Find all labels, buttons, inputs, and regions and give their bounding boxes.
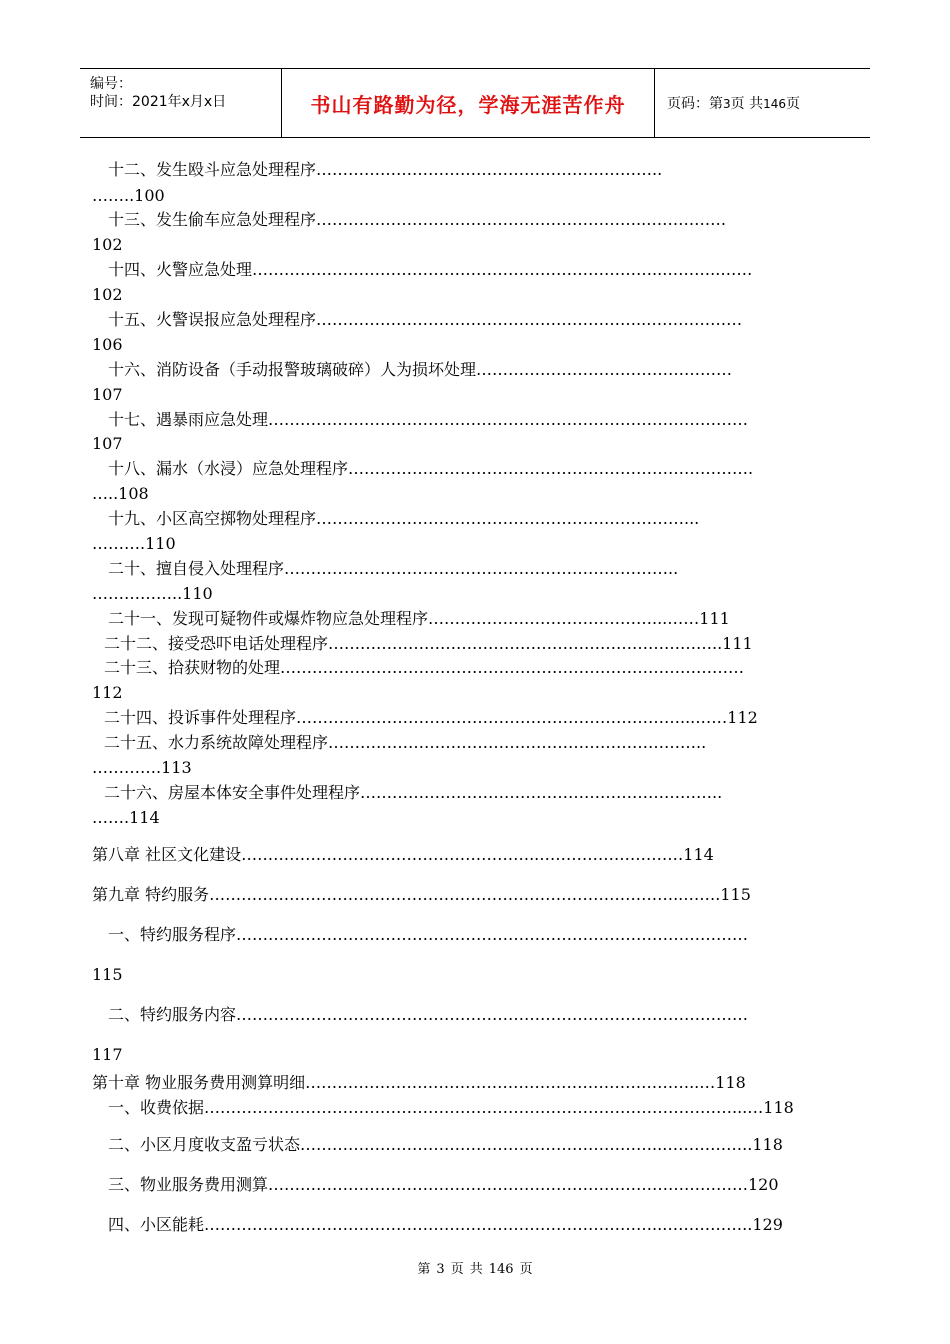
toc-entry-20[interactable]: 二十、擅自侵入处理程序……………………………………………………………….. bbox=[108, 559, 679, 578]
header-page-cell bbox=[655, 69, 870, 137]
page-footer bbox=[0, 1258, 950, 1277]
header-motto: 书山有路勤为径，学海无涯苦作舟 bbox=[310, 92, 626, 117]
toc-entry-14-cont: 102 bbox=[92, 285, 123, 304]
toc-entry-16[interactable]: 十六、消防设备（手动报警玻璃破碎）人为损坏处理………………………………………… bbox=[108, 360, 733, 379]
toc-entry-18[interactable]: 十八、漏水（水浸）应急处理程序…………………………………………………………………. bbox=[108, 459, 754, 478]
page-header bbox=[80, 68, 870, 138]
document-time-label: 时间：2021年x月x日 bbox=[90, 94, 227, 110]
toc-entry-17[interactable]: 十七、遇暴雨应急处理……………………………………………………………………………… bbox=[108, 410, 749, 429]
footer-page-word: 页 bbox=[450, 1262, 464, 1277]
toc-entry-21[interactable]: 二十一、发现可疑物件或爆炸物应急处理程序……………………………………...……111 bbox=[108, 609, 730, 628]
footer-total-word: 共 bbox=[469, 1262, 483, 1277]
header-page-prefix: 页码：第 bbox=[667, 96, 723, 112]
header-page-total: 146 bbox=[763, 97, 786, 111]
toc-entry-13[interactable]: 十三、发生偷车应急处理程序……………………………………………………..…………… bbox=[108, 210, 727, 229]
toc-entry-19[interactable]: 十九、小区高空掷物处理程序……………………………………………………………... bbox=[108, 509, 700, 528]
header-page-info bbox=[667, 93, 800, 113]
toc-entry-12[interactable]: 十二、发生殴斗应急处理程序……………………………………………………….. bbox=[108, 160, 663, 179]
toc-entry-9-1[interactable]: 一、特约服务程序…………………………………………………………………………………… bbox=[108, 925, 749, 944]
header-page-current: 3 bbox=[723, 97, 731, 111]
document-number-label: 编号： bbox=[90, 76, 132, 92]
toc-entry-18-cont: …..108 bbox=[92, 484, 149, 503]
toc-entry-19-cont: ……….110 bbox=[92, 534, 176, 553]
header-page-mid: 页 共 bbox=[730, 96, 764, 112]
toc-entry-26[interactable]: 二十六、房屋本体安全事件处理程序………………………………………………………….. bbox=[104, 783, 723, 802]
toc-entry-10-3[interactable]: 三、物业服务费用测算………………………………………………………………………………120 bbox=[108, 1175, 779, 1194]
header-page-suffix: 页 bbox=[786, 96, 800, 112]
toc-entry-20-cont: ……………..110 bbox=[92, 584, 213, 603]
footer-prefix: 第 bbox=[417, 1262, 431, 1277]
toc-entry-25[interactable]: 二十五、水力系统故障处理程序…………………………………………………………….. bbox=[104, 733, 707, 752]
toc-entry-9-2[interactable]: 二、特约服务内容…………………………………………………………………………………… bbox=[108, 1005, 749, 1024]
toc-entry-10-4[interactable]: 四、小区能耗…………………………………………………………………………..……………..129 bbox=[108, 1215, 783, 1234]
toc-entry-9-1-cont: 115 bbox=[92, 965, 123, 984]
toc-entry-15[interactable]: 十五、火警误报应急处理程序……………………………………………………..……………… bbox=[108, 310, 743, 329]
toc-entry-9-2-cont: 117 bbox=[92, 1045, 123, 1064]
toc-entry-23[interactable]: 二十三、拾获财物的处理…………………………………………………………………………… bbox=[104, 658, 745, 677]
toc-entry-22[interactable]: 二十二、接受恐吓电话处理程序………………………………………………………………..111 bbox=[104, 634, 753, 653]
footer-current-page: 3 bbox=[436, 1262, 445, 1277]
toc-entry-26-cont: …….114 bbox=[92, 808, 160, 827]
toc-entry-12-cont: ……..100 bbox=[92, 186, 165, 205]
toc-entry-14[interactable]: 十四、火警应急处理…………………………………………………………………..………..…… bbox=[108, 260, 753, 279]
header-motto-cell bbox=[281, 69, 655, 137]
toc-entry-10-2[interactable]: 二、小区月度收支盈亏状态…………………………………………………………..……………..118 bbox=[108, 1135, 783, 1154]
toc-entry-17-cont: 107 bbox=[92, 434, 123, 453]
toc-chapter-8[interactable]: 第八章 社区文化建设………………………………………………..………………………114 bbox=[92, 845, 714, 864]
footer-suffix: 页 bbox=[519, 1262, 533, 1277]
footer-total-pages: 146 bbox=[488, 1262, 514, 1277]
toc-entry-25-cont: ………….113 bbox=[92, 758, 192, 777]
toc-entry-24[interactable]: 二十四、投诉事件处理程序………………………………………………………………...……112 bbox=[104, 708, 758, 727]
header-left-cell bbox=[80, 69, 280, 137]
toc-chapter-9[interactable]: 第九章 特约服务……………………………………………………………………………..…….115 bbox=[92, 885, 751, 904]
toc-entry-16-cont: 107 bbox=[92, 385, 123, 404]
toc-entry-23-cont: 112 bbox=[92, 683, 123, 702]
toc-chapter-10[interactable]: 第十章 物业服务费用测算明细………………………………………………………………..…118 bbox=[92, 1073, 746, 1092]
toc-entry-10-1[interactable]: 一、收费依据………………………………………………………………………………………...…118 bbox=[108, 1098, 794, 1117]
toc-entry-13-cont: 102 bbox=[92, 235, 123, 254]
toc-entry-15-cont: 106 bbox=[92, 335, 123, 354]
